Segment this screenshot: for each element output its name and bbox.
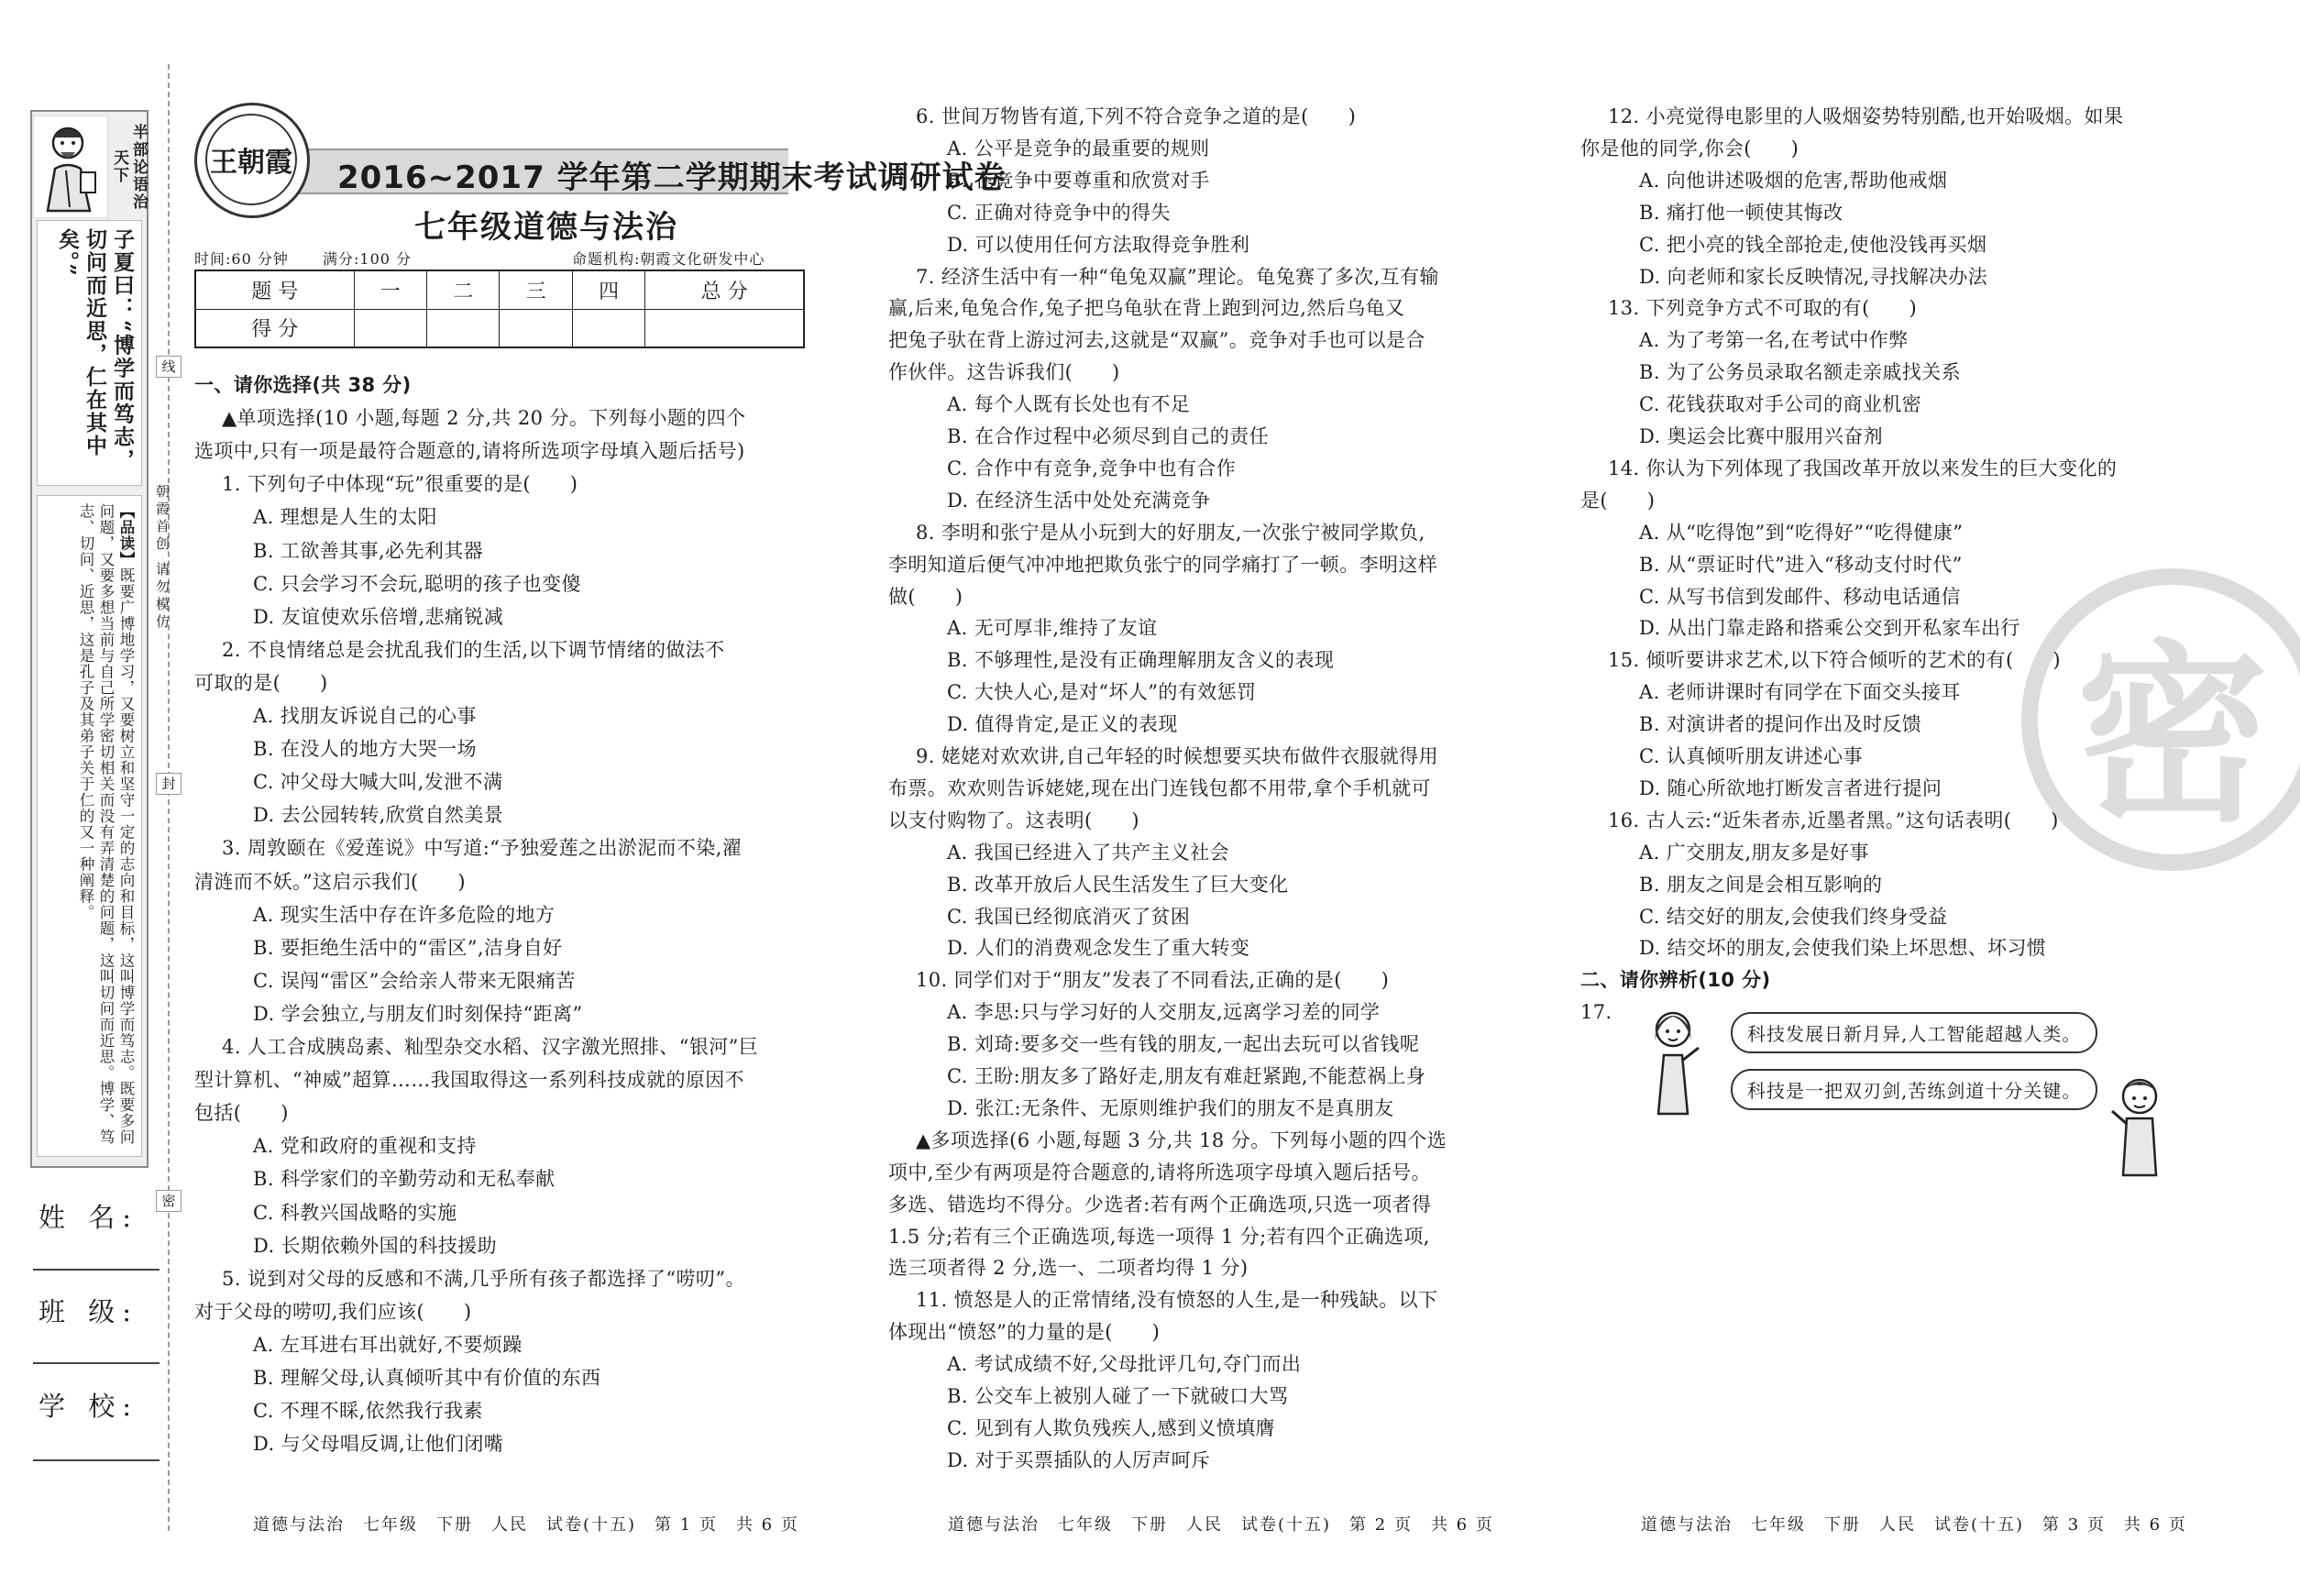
score-table-score-row xyxy=(195,309,804,347)
answer-option: C. 正确对待竞争中的得失 xyxy=(947,201,1171,224)
confucius-cartoon-icon xyxy=(33,116,108,218)
answer-option: D. 在经济生活中处处充满竞争 xyxy=(947,489,1211,512)
score-input-cell[interactable] xyxy=(645,309,804,347)
answer-option: B. 在合作过程中必须尽到自己的责任 xyxy=(947,425,1269,447)
boy-cartoon-icon xyxy=(2108,1071,2169,1181)
answer-option: C. 王盼:朋友多了路好走,朋友有难赶紧跑,不能惹祸上身 xyxy=(947,1065,1426,1087)
confidential-stamp: 密 xyxy=(2021,568,2300,871)
question-text: 清涟而不妖。”这启示我们( ) xyxy=(194,870,467,893)
question-text: 12. 小亮觉得电影里的人吸烟姿势特别酷,也开始吸烟。如果 xyxy=(1608,105,2124,127)
answer-option: D. 从出门靠走路和搭乘公交到开私家车出行 xyxy=(1639,617,2020,640)
answer-option: B. 公交车上被别人碰了一下就破口大骂 xyxy=(947,1385,1289,1407)
class-field[interactable] xyxy=(33,1362,160,1364)
answer-option: B. 为了公务员录取名额走亲戚找关系 xyxy=(1639,361,1961,384)
score-cell: 题 号 xyxy=(195,270,354,309)
answer-option: C. 大快人心,是对“坏人”的有效惩罚 xyxy=(947,681,1257,704)
answer-option: B. 痛打他一顿使其悔改 xyxy=(1639,201,1843,224)
answer-option: C. 只会学习不会玩,聪明的孩子也变傻 xyxy=(253,572,581,595)
section-heading: 二、请你辨析(10 分) xyxy=(1580,969,1771,992)
question-text: 3. 周敦颐在《爱莲说》中写道:“予独爱莲之出淤泥而不染,濯 xyxy=(222,837,743,860)
question-text: 11. 愤怒是人的正常情绪,没有愤怒的人生,是一种残缺。以下 xyxy=(916,1289,1438,1312)
answer-option: A. 我国已经进入了共产主义社会 xyxy=(947,841,1229,864)
question-text: ▲多项选择(6 小题,每题 3 分,共 18 分。下列每小题的四个选 xyxy=(916,1128,1447,1151)
brand-logo-text: 王朝霞 xyxy=(205,114,297,205)
answer-option: A. 从“吃得饱”到“吃得好”“吃得健康” xyxy=(1639,521,1964,544)
speech-bubble-girl: 科技发展日新月异,人工智能超越人类。 xyxy=(1731,1012,2097,1053)
sidebar-motto: 半部论语治天下 xyxy=(110,123,148,211)
question-text: 做( ) xyxy=(888,585,963,608)
comment-text: 既要广博地学习，又要树立和坚守一定的志向和目标，这叫博学而笃志。既要多问问题，又要多想当前与自己所学密切相关而没有弄清楚的问题，这叫切问而近思。博学、笃志、切问、近思，这是孔子及其弟子关于仁的又一种阐释。 xyxy=(77,503,135,1145)
name-label: 姓 名: xyxy=(39,1202,138,1233)
seal-fold-line xyxy=(168,64,170,1531)
answer-option: C. 结交好的朋友,会使我们终身受益 xyxy=(1639,905,1948,928)
question-text: 包括( ) xyxy=(194,1102,289,1125)
question-text: 10. 同学们对于“朋友”发表了不同看法,正确的是( ) xyxy=(916,969,1390,992)
name-field[interactable] xyxy=(33,1269,160,1271)
score-table xyxy=(194,270,805,348)
answer-option: C. 科教兴国战略的实施 xyxy=(253,1201,457,1224)
question-text: 你是他的同学,你会( ) xyxy=(1580,137,1799,160)
question-text: 作伙伴。这告诉我们( ) xyxy=(888,361,1120,384)
question-text: 7. 经济生活中有一种“龟兔双赢”理论。龟兔赛了多次,互有输 xyxy=(916,265,1439,288)
answer-option: C. 认真倾听朋友讲述心事 xyxy=(1639,745,1863,767)
question-text: 选项中,只有一项是最符合题意的,请将所选项字母填入题后括号) xyxy=(194,440,745,463)
question-text: 多选、错选均不得分。少选者:若有两个正确选项,只选一项者得 xyxy=(888,1193,1432,1216)
answer-option: D. 去公园转转,欣赏自然美景 xyxy=(253,804,504,827)
answer-option: A. 现实生活中存在许多危险的地方 xyxy=(253,903,556,926)
question-text: 14. 你认为下列体现了我国改革开放以来发生的巨大变化的 xyxy=(1608,457,2118,479)
answer-option: A. 无可厚非,维持了友谊 xyxy=(947,617,1158,640)
answer-option: D. 张江:无条件、无原则维护我们的朋友不是真朋友 xyxy=(947,1096,1394,1119)
exam-org: 命题机构:朝霞文化研发中心 xyxy=(572,250,765,268)
score-cell: 二 xyxy=(427,270,500,309)
answer-option: A. 向他讲述吸烟的危害,帮助他戒烟 xyxy=(1639,169,1948,192)
answer-option: D. 值得肯定,是正义的表现 xyxy=(947,713,1178,736)
girl-cartoon-icon xyxy=(1645,1004,1700,1123)
question-text: 可取的是( ) xyxy=(194,671,328,694)
answer-option: B. 在竞争中要尊重和欣赏对手 xyxy=(947,169,1210,192)
answer-option: C. 把小亮的钱全部抢走,使他没钱再买烟 xyxy=(1639,233,1987,256)
score-input-cell[interactable] xyxy=(427,309,500,347)
comment-label: 【品读】 xyxy=(117,503,135,567)
question-text: 8. 李明和张宁是从小玩到大的好朋友,一次张宁被同学欺负, xyxy=(916,521,1425,544)
question-text: 以支付购物了。这表明( ) xyxy=(888,809,1139,831)
section-heading: 一、请你选择(共 38 分) xyxy=(194,374,412,396)
question-text: 5. 说到对父母的反感和不满,几乎所有孩子都选择了“唠叨”。 xyxy=(222,1267,745,1290)
question-text: 把兔子驮在背上游过河去,这就是“双赢”。竞争对手也可以是合 xyxy=(888,329,1425,352)
question-text: 体现出“愤怒”的力量的是( ) xyxy=(888,1321,1161,1344)
copyright-note: 朝霞首创 请勿模仿 xyxy=(154,484,171,632)
answer-option: B. 要拒绝生活中的“雷区”,洁身自好 xyxy=(253,936,563,959)
sidebar-comment xyxy=(37,495,142,1157)
question-text: 项中,至少有两项是符合题意的,请将所选项字母填入题后括号。 xyxy=(888,1161,1431,1183)
answer-option: A. 找朋友诉说自己的心事 xyxy=(253,705,477,727)
answer-option: C. 见到有人欺负残疾人,感到义愤填膺 xyxy=(947,1416,1275,1439)
score-input-cell[interactable] xyxy=(500,309,572,347)
answer-option: A. 李思:只与学习好的人交朋友,远离学习差的同学 xyxy=(947,1001,1381,1024)
answer-option: D. 奥运会比赛中服用兴奋剂 xyxy=(1639,425,1884,447)
answer-option: B. 朋友之间是会相互影响的 xyxy=(1639,873,1883,896)
seal-mark-feng: 封 xyxy=(156,773,182,795)
question-text: 13. 下列竞争方式不可取的有( ) xyxy=(1608,297,1918,320)
question-text: 17. xyxy=(1580,1001,1612,1024)
answer-option: C. 花钱获取对手公司的商业机密 xyxy=(1639,393,1922,416)
answer-option: D. 可以使用任何方法取得竞争胜利 xyxy=(947,233,1250,256)
answer-option: A. 公平是竞争的最重要的规则 xyxy=(947,137,1210,160)
score-cell: 一 xyxy=(354,270,426,309)
exam-time: 时间:60 分钟 xyxy=(194,250,289,268)
question-text: 15. 倾听要讲求艺术,以下符合倾听的艺术的有( ) xyxy=(1608,649,2061,672)
answer-option: B. 理解父母,认真倾听其中有价值的东西 xyxy=(253,1367,601,1389)
score-input-cell[interactable] xyxy=(354,309,426,347)
answer-option: D. 友谊使欢乐倍增,悲痛锐减 xyxy=(253,605,504,628)
page-footer-2: 道德与法治 七年级 下册 人民 试卷(十五) 第 2 页 共 6 页 xyxy=(948,1515,1494,1535)
answer-option: A. 为了考第一名,在考试中作弊 xyxy=(1639,329,1909,352)
answer-option: B. 改革开放后人民生活发生了巨大变化 xyxy=(947,873,1289,896)
answer-option: C. 我国已经彻底消灭了贫困 xyxy=(947,905,1191,928)
school-field[interactable] xyxy=(33,1459,160,1461)
answer-option: A. 老师讲课时有同学在下面交头接耳 xyxy=(1639,681,1961,704)
question-text: 是( ) xyxy=(1580,489,1656,512)
exam-title: 2016~2017 学年第二学期期末考试调研试卷 xyxy=(337,160,1007,196)
score-cell: 四 xyxy=(572,270,644,309)
answer-option: B. 不够理性,是没有正确理解朋友含义的表现 xyxy=(947,649,1335,672)
question-text: 16. 古人云:“近朱者赤,近墨者黑。”这句话表明( ) xyxy=(1608,809,2059,831)
question-text: 9. 姥姥对欢欢讲,自己年轻的时候想要买块布做件衣服就得用 xyxy=(916,745,1438,767)
question-text: 对于父母的唠叨,我们应该( ) xyxy=(194,1300,472,1323)
answer-option: D. 长期依赖外国的科技援助 xyxy=(253,1234,498,1257)
question-text: 1.5 分;若有三个正确选项,每选一项得 1 分;若有四个正确选项, xyxy=(888,1225,1430,1248)
answer-option: A. 考试成绩不好,父母批评几句,夺门而出 xyxy=(947,1353,1302,1376)
question-text: 李明知道后便气冲冲地把欺负张宁的同学痛打了一顿。李明这样 xyxy=(888,553,1438,576)
score-cell: 三 xyxy=(500,270,572,309)
question-text: ▲单项选择(10 小题,每题 2 分,共 20 分。下列每小题的四个 xyxy=(222,407,746,430)
question-text: 4. 人工合成胰岛素、籼型杂交水稻、汉字激光照排、“银河”巨 xyxy=(222,1036,759,1058)
answer-option: C. 从写书信到发邮件、移动电话通信 xyxy=(1639,585,1961,608)
answer-option: A. 党和政府的重视和支持 xyxy=(253,1135,477,1158)
question-text: 选三项者得 2 分,选一、二项者均得 1 分) xyxy=(888,1257,1249,1280)
seal-mark-mi: 密 xyxy=(156,1190,182,1212)
answer-option: D. 学会独立,与朋友们时刻保持“距离” xyxy=(253,1002,583,1025)
seal-mark-xian: 线 xyxy=(156,356,182,378)
class-label: 班 级: xyxy=(39,1296,138,1327)
question-text: 型计算机、“神威”超算……我国取得这一系列科技成就的原因不 xyxy=(194,1069,745,1092)
answer-option: D. 随心所欲地打断发言者进行提问 xyxy=(1639,776,1942,799)
page-footer-1: 道德与法治 七年级 下册 人民 试卷(十五) 第 1 页 共 6 页 xyxy=(253,1515,799,1535)
score-table-header-row xyxy=(195,270,804,309)
answer-option: A. 广交朋友,朋友多是好事 xyxy=(1639,841,1869,864)
question-text: 布票。欢欢则告诉姥姥,现在出门连钱包都不用带,拿个手机就可 xyxy=(888,776,1431,799)
question-text: 2. 不良情绪总是会扰乱我们的生活,以下调节情绪的做法不 xyxy=(222,638,725,661)
question-text: 6. 世间万物皆有道,下列不符合竞争之道的是( ) xyxy=(916,105,1357,127)
answer-option: A. 每个人既有长处也有不足 xyxy=(947,393,1191,416)
answer-option: C. 不理不睬,依然我行我素 xyxy=(253,1400,483,1423)
answer-option: C. 合作中有竞争,竞争中也有合作 xyxy=(947,457,1237,479)
score-cell: 得 分 xyxy=(195,309,354,347)
question-text: 赢,后来,龟兔合作,兔子把乌龟驮在背上跑到河边,然后乌龟又 xyxy=(888,297,1405,320)
answer-option: D. 与父母唱反调,让他们闭嘴 xyxy=(253,1433,504,1456)
answer-option: C. 误闯“雷区”会给亲人带来无限痛苦 xyxy=(253,969,576,992)
school-label: 学 校: xyxy=(39,1391,138,1422)
answer-option: A. 理想是人生的太阳 xyxy=(253,506,437,529)
exam-full-score: 满分:100 分 xyxy=(323,250,413,268)
answer-option: C. 冲父母大喊大叫,发泄不满 xyxy=(253,771,503,794)
answer-option: B. 对演讲者的提问作出及时反馈 xyxy=(1639,713,1922,736)
sidebar-quote: 子夏曰：“博学而笃志，切问而近思，仁在其中矣。” xyxy=(37,220,142,486)
answer-option: A. 左耳进右耳出就好,不要烦躁 xyxy=(253,1333,523,1356)
answer-option: D. 向老师和家长反映情况,寻找解决办法 xyxy=(1639,265,1988,288)
score-cell: 总 分 xyxy=(645,270,804,309)
answer-option: B. 刘琦:要多交一些有钱的朋友,一起出去玩可以省钱呢 xyxy=(947,1033,1420,1056)
answer-option: D. 结交坏的朋友,会使我们染上坏思想、坏习惯 xyxy=(1639,937,2047,960)
answer-option: B. 在没人的地方大哭一场 xyxy=(253,738,477,761)
answer-option: D. 对于买票插队的人厉声呵斥 xyxy=(947,1448,1211,1471)
answer-option: B. 从“票证时代”进入“移动支付时代” xyxy=(1639,553,1963,576)
speech-bubble-boy: 科技是一把双刃剑,苦练剑道十分关键。 xyxy=(1731,1069,2097,1110)
question-text: 1. 下列句子中体现“玩”很重要的是( ) xyxy=(222,473,578,496)
answer-option: B. 工欲善其事,必先利其器 xyxy=(253,539,484,562)
exam-subject: 七年级道德与法治 xyxy=(414,209,678,246)
score-input-cell[interactable] xyxy=(572,309,644,347)
page-footer-3: 道德与法治 七年级 下册 人民 试卷(十五) 第 3 页 共 6 页 xyxy=(1641,1515,2187,1535)
answer-option: B. 科学家们的辛勤劳动和无私奉献 xyxy=(253,1168,556,1191)
answer-option: D. 人们的消费观念发生了重大转变 xyxy=(947,937,1250,960)
